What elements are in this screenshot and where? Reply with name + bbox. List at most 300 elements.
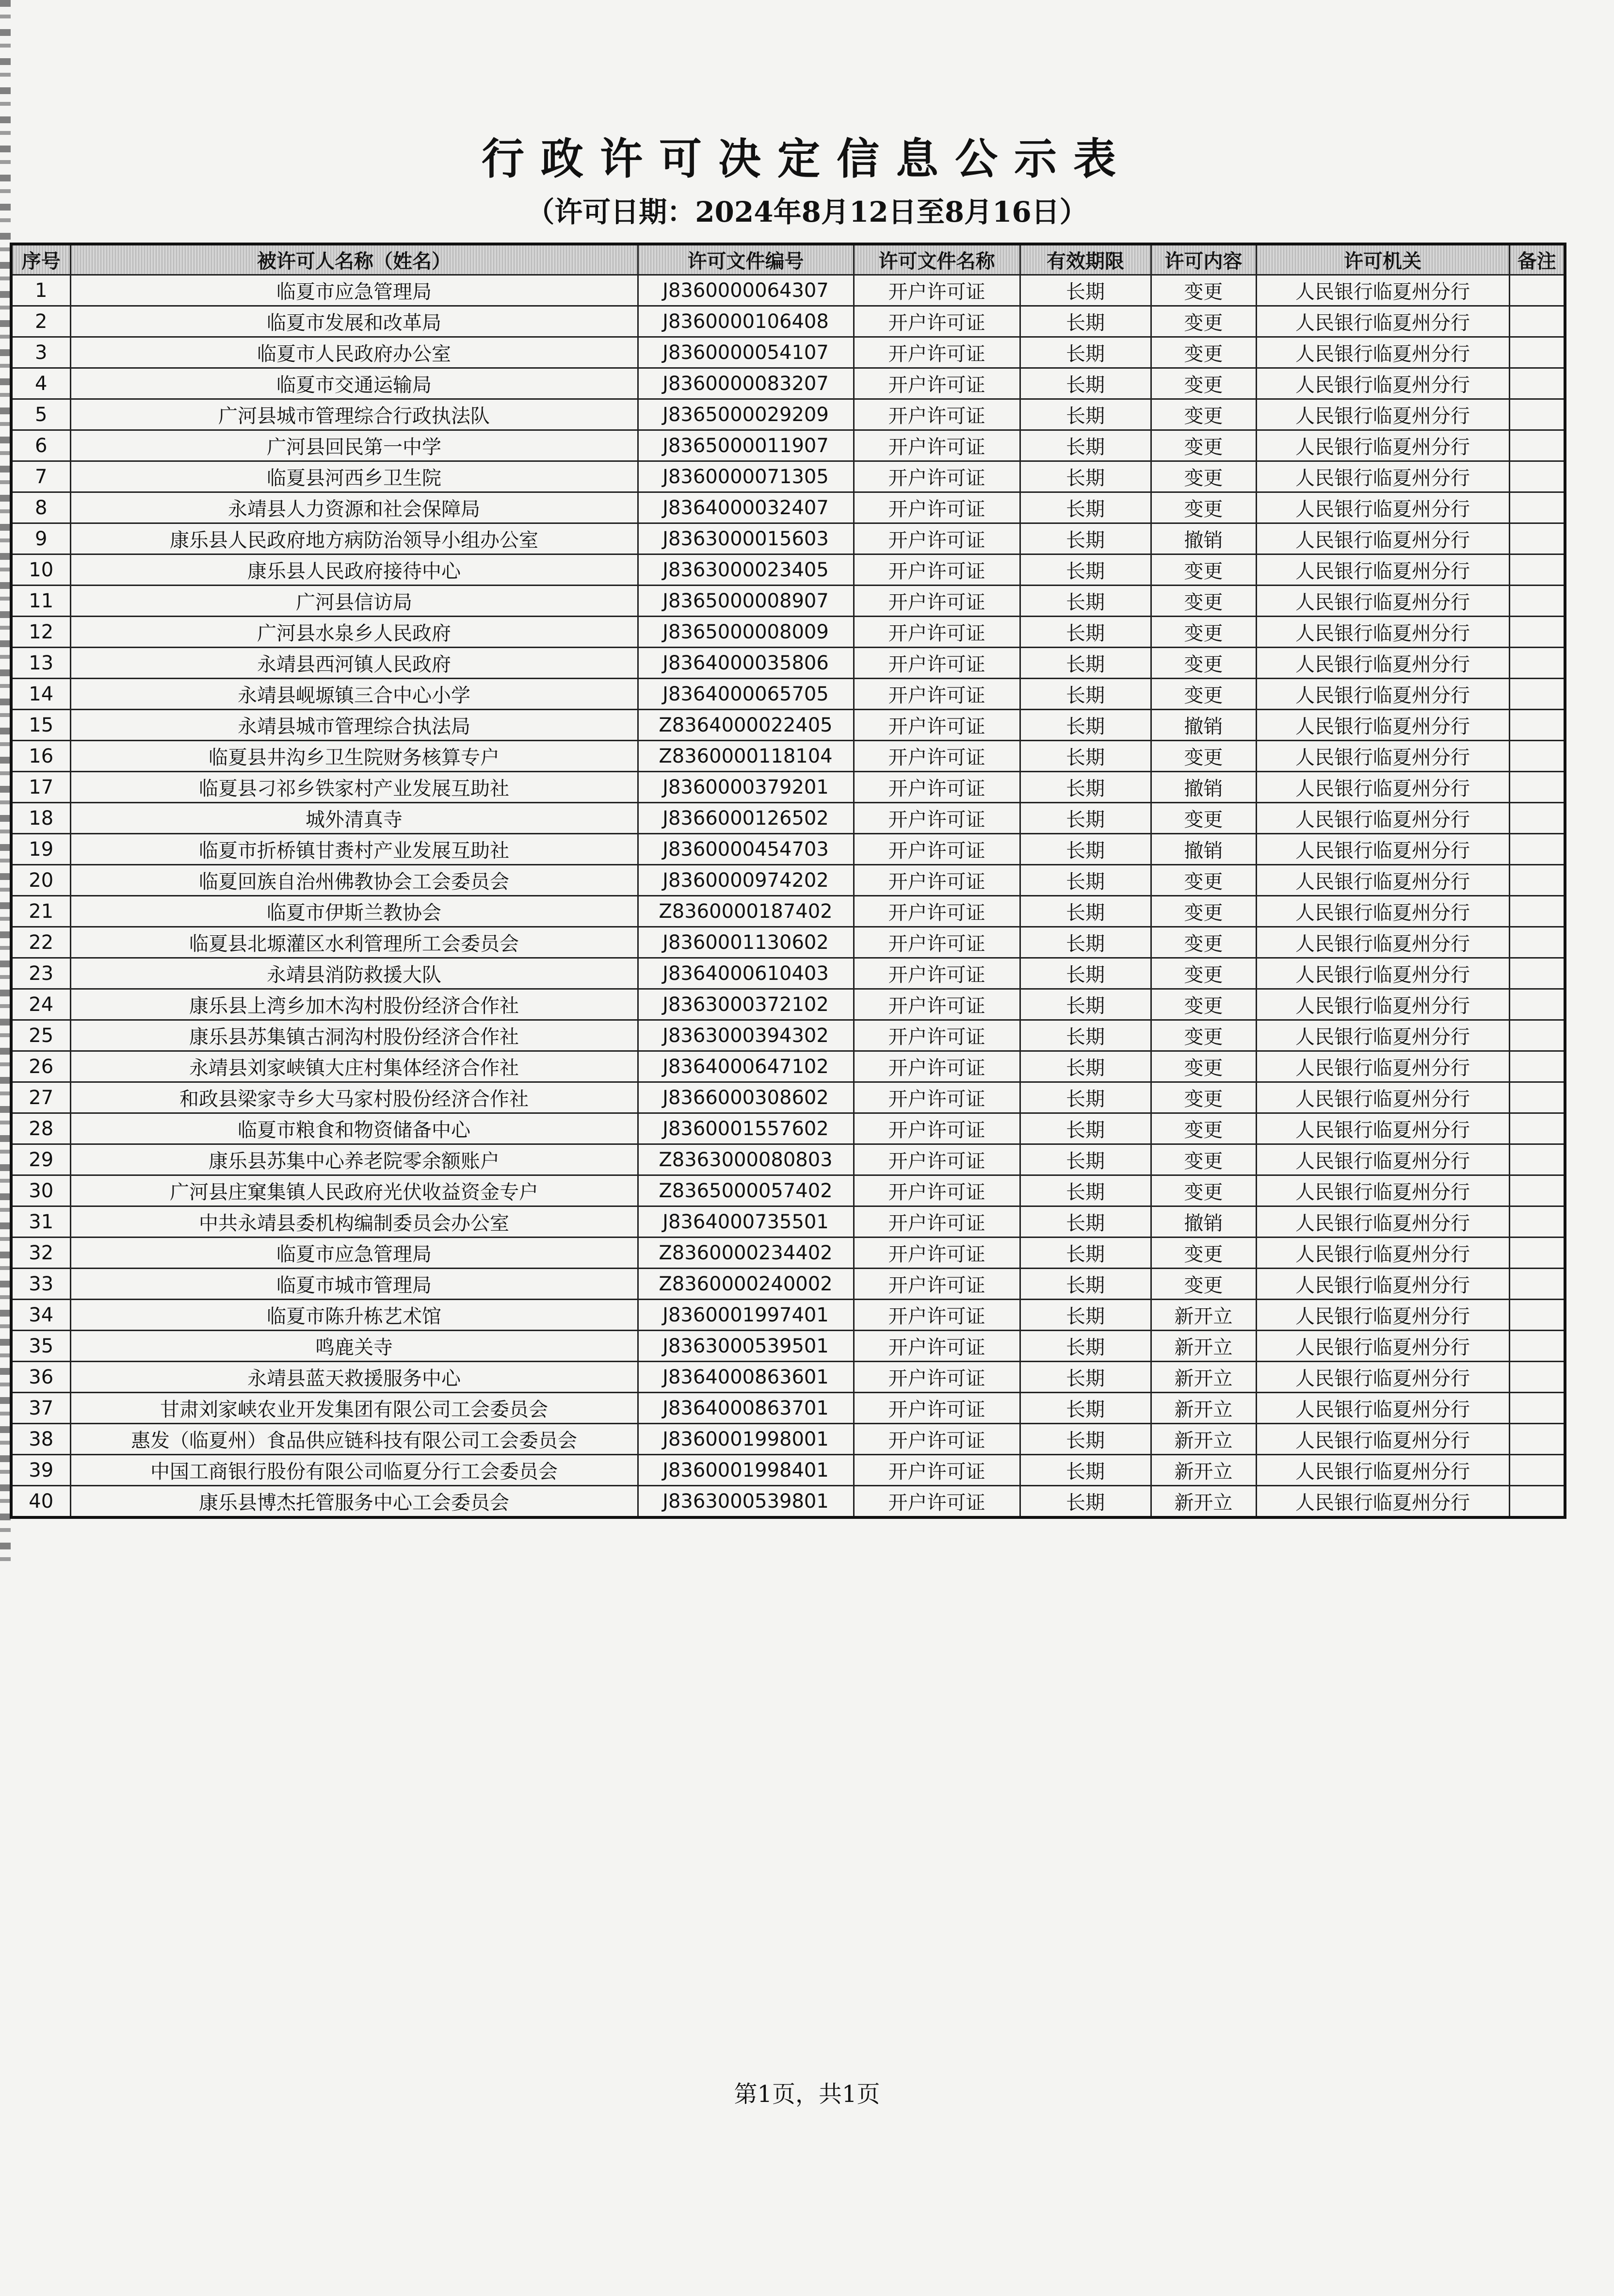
permit-content-cell: 变更 — [1151, 306, 1256, 337]
table-row — [11, 1051, 1565, 1082]
licensee-name-cell: 临夏市粮食和物资储备中心 — [70, 1113, 638, 1144]
row-number-cell: 3 — [11, 337, 70, 368]
row-number-cell: 30 — [11, 1175, 70, 1206]
permit-content-cell: 变更 — [1151, 1269, 1256, 1300]
authority-cell: 人民银行临夏州分行 — [1256, 1082, 1509, 1113]
row-number-cell: 7 — [11, 461, 70, 492]
file-number-cell: Z8363000080803 — [638, 1144, 854, 1175]
validity-cell: 长期 — [1020, 337, 1151, 368]
permit-content-cell: 变更 — [1151, 1020, 1256, 1051]
licensee-name-cell: 城外清真寺 — [70, 803, 638, 834]
file-number-cell: J8360001997401 — [638, 1300, 854, 1331]
authority-cell: 人民银行临夏州分行 — [1256, 523, 1509, 554]
file-number-cell: Z8360000187402 — [638, 896, 854, 927]
file-name-cell: 开户许可证 — [854, 834, 1020, 865]
authority-cell: 人民银行临夏州分行 — [1256, 1300, 1509, 1331]
permit-content-cell: 变更 — [1151, 430, 1256, 461]
table-row — [11, 1082, 1565, 1113]
validity-cell: 长期 — [1020, 554, 1151, 586]
remark-cell — [1509, 492, 1565, 523]
file-number-cell: Z8360000118104 — [638, 741, 854, 772]
authority-cell: 人民银行临夏州分行 — [1256, 1175, 1509, 1206]
authority-cell: 人民银行临夏州分行 — [1256, 461, 1509, 492]
file-name-cell: 开户许可证 — [854, 1020, 1020, 1051]
authority-cell: 人民银行临夏州分行 — [1256, 337, 1509, 368]
row-number-cell: 29 — [11, 1144, 70, 1175]
authority-cell: 人民银行临夏州分行 — [1256, 554, 1509, 586]
row-number-cell: 39 — [11, 1455, 70, 1486]
authority-cell: 人民银行临夏州分行 — [1256, 617, 1509, 648]
file-number-cell: J8364000863601 — [638, 1362, 854, 1393]
validity-cell: 长期 — [1020, 399, 1151, 430]
validity-cell: 长期 — [1020, 492, 1151, 523]
permit-content-cell: 变更 — [1151, 492, 1256, 523]
remark-cell — [1509, 803, 1565, 834]
header-cell: 许可机关 — [1256, 244, 1509, 275]
licensee-name-cell: 永靖县岘塬镇三合中心小学 — [70, 679, 638, 710]
file-name-cell: 开户许可证 — [854, 1082, 1020, 1113]
authority-cell: 人民银行临夏州分行 — [1256, 430, 1509, 461]
file-number-cell: J8365000011907 — [638, 430, 854, 461]
remark-cell — [1509, 1113, 1565, 1144]
row-number-cell: 25 — [11, 1020, 70, 1051]
authority-cell: 人民银行临夏州分行 — [1256, 1424, 1509, 1455]
authority-cell: 人民银行临夏州分行 — [1256, 741, 1509, 772]
table-row — [11, 306, 1565, 337]
authority-cell: 人民银行临夏州分行 — [1256, 865, 1509, 896]
authority-cell: 人民银行临夏州分行 — [1256, 1020, 1509, 1051]
licensee-name-cell: 临夏回族自治州佛教协会工会委员会 — [70, 865, 638, 896]
validity-cell: 长期 — [1020, 927, 1151, 958]
table-row — [11, 1331, 1565, 1362]
table-row — [11, 1175, 1565, 1206]
authority-cell: 人民银行临夏州分行 — [1256, 1113, 1509, 1144]
validity-cell: 长期 — [1020, 1362, 1151, 1393]
remark-cell — [1509, 368, 1565, 399]
row-number-cell: 40 — [11, 1486, 70, 1518]
licensee-name-cell: 临夏县北塬灌区水利管理所工会委员会 — [70, 927, 638, 958]
validity-cell: 长期 — [1020, 865, 1151, 896]
permit-content-cell: 新开立 — [1151, 1300, 1256, 1331]
licensee-name-cell: 临夏市应急管理局 — [70, 1238, 638, 1269]
scan-edge-artifact — [0, 0, 11, 1572]
validity-cell: 长期 — [1020, 772, 1151, 803]
permit-content-cell: 变更 — [1151, 1238, 1256, 1269]
permit-content-cell: 变更 — [1151, 554, 1256, 586]
table-header-row — [11, 244, 1565, 275]
header-cell: 许可内容 — [1151, 244, 1256, 275]
file-name-cell: 开户许可证 — [854, 275, 1020, 306]
licensee-name-cell: 康乐县苏集中心养老院零余额账户 — [70, 1144, 638, 1175]
remark-cell — [1509, 1455, 1565, 1486]
file-name-cell: 开户许可证 — [854, 1175, 1020, 1206]
licensee-name-cell: 临夏县刁祁乡铁家村产业发展互助社 — [70, 772, 638, 803]
file-name-cell: 开户许可证 — [854, 1300, 1020, 1331]
file-name-cell: 开户许可证 — [854, 1238, 1020, 1269]
authority-cell: 人民银行临夏州分行 — [1256, 989, 1509, 1020]
licensee-name-cell: 临夏市陈升栋艺术馆 — [70, 1300, 638, 1331]
licensee-name-cell: 甘肃刘家峡农业开发集团有限公司工会委员会 — [70, 1393, 638, 1424]
permit-content-cell: 变更 — [1151, 679, 1256, 710]
row-number-cell: 35 — [11, 1331, 70, 1362]
licensee-name-cell: 临夏市应急管理局 — [70, 275, 638, 306]
permit-content-cell: 变更 — [1151, 1113, 1256, 1144]
validity-cell: 长期 — [1020, 1113, 1151, 1144]
file-name-cell: 开户许可证 — [854, 430, 1020, 461]
table-row — [11, 368, 1565, 399]
permit-content-cell: 变更 — [1151, 927, 1256, 958]
row-number-cell: 20 — [11, 865, 70, 896]
file-number-cell: J8360001998401 — [638, 1455, 854, 1486]
remark-cell — [1509, 1424, 1565, 1455]
table-row — [11, 710, 1565, 741]
authority-cell: 人民银行临夏州分行 — [1256, 1393, 1509, 1424]
row-number-cell: 16 — [11, 741, 70, 772]
row-number-cell: 9 — [11, 523, 70, 554]
remark-cell — [1509, 1082, 1565, 1113]
file-name-cell: 开户许可证 — [854, 337, 1020, 368]
row-number-cell: 17 — [11, 772, 70, 803]
licensee-name-cell: 康乐县人民政府接待中心 — [70, 554, 638, 586]
table-row — [11, 1206, 1565, 1238]
validity-cell: 长期 — [1020, 617, 1151, 648]
row-number-cell: 37 — [11, 1393, 70, 1424]
authority-cell: 人民银行临夏州分行 — [1256, 896, 1509, 927]
remark-cell — [1509, 1331, 1565, 1362]
remark-cell — [1509, 772, 1565, 803]
authority-cell: 人民银行临夏州分行 — [1256, 1362, 1509, 1393]
table-row — [11, 1486, 1565, 1518]
header-cell: 备注 — [1509, 244, 1565, 275]
table-row — [11, 1113, 1565, 1144]
table-row — [11, 1424, 1565, 1455]
table-row — [11, 430, 1565, 461]
table-row — [11, 275, 1565, 306]
table-row — [11, 1020, 1565, 1051]
file-number-cell: J8365000008907 — [638, 586, 854, 617]
licensee-name-cell: 康乐县上湾乡加木沟村股份经济合作社 — [70, 989, 638, 1020]
file-name-cell: 开户许可证 — [854, 679, 1020, 710]
licensee-name-cell: 临夏市伊斯兰教协会 — [70, 896, 638, 927]
file-number-cell: J8363000023405 — [638, 554, 854, 586]
remark-cell — [1509, 1020, 1565, 1051]
row-number-cell: 12 — [11, 617, 70, 648]
remark-cell — [1509, 989, 1565, 1020]
row-number-cell: 15 — [11, 710, 70, 741]
remark-cell — [1509, 1362, 1565, 1393]
validity-cell: 长期 — [1020, 1082, 1151, 1113]
table-row — [11, 772, 1565, 803]
remark-cell — [1509, 523, 1565, 554]
licensee-name-cell: 康乐县苏集镇古洞沟村股份经济合作社 — [70, 1020, 638, 1051]
licensee-name-cell: 中国工商银行股份有限公司临夏分行工会委员会 — [70, 1455, 638, 1486]
row-number-cell: 19 — [11, 834, 70, 865]
row-number-cell: 32 — [11, 1238, 70, 1269]
remark-cell — [1509, 617, 1565, 648]
licensee-name-cell: 永靖县城市管理综合执法局 — [70, 710, 638, 741]
authority-cell: 人民银行临夏州分行 — [1256, 1331, 1509, 1362]
row-number-cell: 22 — [11, 927, 70, 958]
validity-cell: 长期 — [1020, 1455, 1151, 1486]
remark-cell — [1509, 958, 1565, 989]
row-number-cell: 4 — [11, 368, 70, 399]
file-number-cell: J8360000054107 — [638, 337, 854, 368]
permit-content-cell: 变更 — [1151, 989, 1256, 1020]
table-row — [11, 586, 1565, 617]
remark-cell — [1509, 306, 1565, 337]
validity-cell: 长期 — [1020, 1238, 1151, 1269]
file-name-cell: 开户许可证 — [854, 399, 1020, 430]
row-number-cell: 27 — [11, 1082, 70, 1113]
header-cell: 序号 — [11, 244, 70, 275]
authority-cell: 人民银行临夏州分行 — [1256, 803, 1509, 834]
permit-content-cell: 变更 — [1151, 896, 1256, 927]
validity-cell: 长期 — [1020, 1144, 1151, 1175]
file-name-cell: 开户许可证 — [854, 1269, 1020, 1300]
row-number-cell: 31 — [11, 1206, 70, 1238]
table-row — [11, 1362, 1565, 1393]
remark-cell — [1509, 927, 1565, 958]
table-row — [11, 896, 1565, 927]
row-number-cell: 6 — [11, 430, 70, 461]
table-row — [11, 554, 1565, 586]
permit-content-cell: 变更 — [1151, 337, 1256, 368]
file-name-cell: 开户许可证 — [854, 461, 1020, 492]
licensee-name-cell: 永靖县人力资源和社会保障局 — [70, 492, 638, 523]
validity-cell: 长期 — [1020, 1331, 1151, 1362]
table-row — [11, 679, 1565, 710]
file-number-cell: J8360000106408 — [638, 306, 854, 337]
permit-content-cell: 新开立 — [1151, 1424, 1256, 1455]
permit-table — [10, 243, 1566, 1519]
file-name-cell: 开户许可证 — [854, 741, 1020, 772]
file-number-cell: J8364000647102 — [638, 1051, 854, 1082]
authority-cell: 人民银行临夏州分行 — [1256, 368, 1509, 399]
file-number-cell: J8365000029209 — [638, 399, 854, 430]
validity-cell: 长期 — [1020, 1175, 1151, 1206]
validity-cell: 长期 — [1020, 523, 1151, 554]
licensee-name-cell: 临夏市人民政府办公室 — [70, 337, 638, 368]
validity-cell: 长期 — [1020, 1424, 1151, 1455]
file-name-cell: 开户许可证 — [854, 554, 1020, 586]
authority-cell: 人民银行临夏州分行 — [1256, 958, 1509, 989]
file-name-cell: 开户许可证 — [854, 896, 1020, 927]
licensee-name-cell: 临夏市交通运输局 — [70, 368, 638, 399]
row-number-cell: 8 — [11, 492, 70, 523]
validity-cell: 长期 — [1020, 1269, 1151, 1300]
permit-content-cell: 变更 — [1151, 399, 1256, 430]
file-number-cell: J8366000308602 — [638, 1082, 854, 1113]
remark-cell — [1509, 1051, 1565, 1082]
header-cell: 被许可人名称（姓名） — [70, 244, 638, 275]
validity-cell: 长期 — [1020, 586, 1151, 617]
file-number-cell: J8360000071305 — [638, 461, 854, 492]
file-number-cell: J8364000065705 — [638, 679, 854, 710]
file-name-cell: 开户许可证 — [854, 492, 1020, 523]
remark-cell — [1509, 679, 1565, 710]
row-number-cell: 14 — [11, 679, 70, 710]
table-body — [11, 275, 1565, 1518]
table-row — [11, 1455, 1565, 1486]
remark-cell — [1509, 1300, 1565, 1331]
validity-cell: 长期 — [1020, 679, 1151, 710]
remark-cell — [1509, 896, 1565, 927]
file-name-cell: 开户许可证 — [854, 1051, 1020, 1082]
row-number-cell: 21 — [11, 896, 70, 927]
file-number-cell: J8360000083207 — [638, 368, 854, 399]
file-name-cell: 开户许可证 — [854, 958, 1020, 989]
file-number-cell: J8363000015603 — [638, 523, 854, 554]
file-number-cell: J8364000032407 — [638, 492, 854, 523]
table-row — [11, 1393, 1565, 1424]
remark-cell — [1509, 1269, 1565, 1300]
file-number-cell: J8363000372102 — [638, 989, 854, 1020]
authority-cell: 人民银行临夏州分行 — [1256, 1269, 1509, 1300]
remark-cell — [1509, 1175, 1565, 1206]
permit-content-cell: 变更 — [1151, 803, 1256, 834]
file-number-cell: J8360001130602 — [638, 927, 854, 958]
file-number-cell: J8360000454703 — [638, 834, 854, 865]
authority-cell: 人民银行临夏州分行 — [1256, 648, 1509, 679]
file-number-cell: J8364000035806 — [638, 648, 854, 679]
validity-cell: 长期 — [1020, 275, 1151, 306]
remark-cell — [1509, 834, 1565, 865]
file-number-cell: J8363000539501 — [638, 1331, 854, 1362]
file-name-cell: 开户许可证 — [854, 865, 1020, 896]
permit-content-cell: 撤销 — [1151, 710, 1256, 741]
licensee-name-cell: 康乐县博杰托管服务中心工会委员会 — [70, 1486, 638, 1518]
permit-content-cell: 变更 — [1151, 1144, 1256, 1175]
licensee-name-cell: 临夏市折桥镇甘赉村产业发展互助社 — [70, 834, 638, 865]
remark-cell — [1509, 586, 1565, 617]
licensee-name-cell: 永靖县消防救援大队 — [70, 958, 638, 989]
file-name-cell: 开户许可证 — [854, 803, 1020, 834]
authority-cell: 人民银行临夏州分行 — [1256, 306, 1509, 337]
table-row — [11, 803, 1565, 834]
remark-cell — [1509, 1393, 1565, 1424]
validity-cell: 长期 — [1020, 741, 1151, 772]
licensee-name-cell: 永靖县西河镇人民政府 — [70, 648, 638, 679]
file-name-cell: 开户许可证 — [854, 1393, 1020, 1424]
authority-cell: 人民银行临夏州分行 — [1256, 679, 1509, 710]
row-number-cell: 13 — [11, 648, 70, 679]
row-number-cell: 18 — [11, 803, 70, 834]
remark-cell — [1509, 399, 1565, 430]
authority-cell: 人民银行临夏州分行 — [1256, 834, 1509, 865]
authority-cell: 人民银行临夏州分行 — [1256, 710, 1509, 741]
header-cell: 有效期限 — [1020, 244, 1151, 275]
row-number-cell: 2 — [11, 306, 70, 337]
table-row — [11, 337, 1565, 368]
file-name-cell: 开户许可证 — [854, 1362, 1020, 1393]
file-name-cell: 开户许可证 — [854, 1331, 1020, 1362]
file-number-cell: J8365000008009 — [638, 617, 854, 648]
validity-cell: 长期 — [1020, 1051, 1151, 1082]
remark-cell — [1509, 1144, 1565, 1175]
file-name-cell: 开户许可证 — [854, 648, 1020, 679]
document-title: 行政许可决定信息公示表 — [481, 133, 1132, 184]
authority-cell: 人民银行临夏州分行 — [1256, 772, 1509, 803]
file-name-cell: 开户许可证 — [854, 927, 1020, 958]
permit-content-cell: 撤销 — [1151, 1206, 1256, 1238]
validity-cell: 长期 — [1020, 1206, 1151, 1238]
authority-cell: 人民银行临夏州分行 — [1256, 1238, 1509, 1269]
licensee-name-cell: 惠发（临夏州）食品供应链科技有限公司工会委员会 — [70, 1424, 638, 1455]
row-number-cell: 36 — [11, 1362, 70, 1393]
file-name-cell: 开户许可证 — [854, 617, 1020, 648]
validity-cell: 长期 — [1020, 896, 1151, 927]
document-subtitle: （许可日期：2024年8月12日至8月16日） — [526, 195, 1088, 228]
validity-cell: 长期 — [1020, 461, 1151, 492]
validity-cell: 长期 — [1020, 1393, 1151, 1424]
licensee-name-cell: 广河县城市管理综合行政执法队 — [70, 399, 638, 430]
permit-content-cell: 变更 — [1151, 617, 1256, 648]
file-name-cell: 开户许可证 — [854, 772, 1020, 803]
file-number-cell: J8360001998001 — [638, 1424, 854, 1455]
file-number-cell: J8366000126502 — [638, 803, 854, 834]
table-row — [11, 1269, 1565, 1300]
validity-cell: 长期 — [1020, 989, 1151, 1020]
remark-cell — [1509, 275, 1565, 306]
remark-cell — [1509, 461, 1565, 492]
table-row — [11, 1300, 1565, 1331]
file-name-cell: 开户许可证 — [854, 1206, 1020, 1238]
validity-cell: 长期 — [1020, 710, 1151, 741]
validity-cell: 长期 — [1020, 368, 1151, 399]
remark-cell — [1509, 337, 1565, 368]
file-number-cell: Z8360000234402 — [638, 1238, 854, 1269]
licensee-name-cell: 广河县庄窠集镇人民政府光伏收益资金专户 — [70, 1175, 638, 1206]
file-number-cell: J8360001557602 — [638, 1113, 854, 1144]
file-name-cell: 开户许可证 — [854, 586, 1020, 617]
page-footer: 第1页，共1页 — [734, 2081, 880, 2108]
authority-cell: 人民银行临夏州分行 — [1256, 399, 1509, 430]
row-number-cell: 5 — [11, 399, 70, 430]
table-row — [11, 1144, 1565, 1175]
file-name-cell: 开户许可证 — [854, 1144, 1020, 1175]
file-name-cell: 开户许可证 — [854, 306, 1020, 337]
row-number-cell: 11 — [11, 586, 70, 617]
licensee-name-cell: 鸣鹿关寺 — [70, 1331, 638, 1362]
licensee-name-cell: 广河县水泉乡人民政府 — [70, 617, 638, 648]
licensee-name-cell: 中共永靖县委机构编制委员会办公室 — [70, 1206, 638, 1238]
validity-cell: 长期 — [1020, 1300, 1151, 1331]
table-row — [11, 1238, 1565, 1269]
permit-content-cell: 变更 — [1151, 1082, 1256, 1113]
remark-cell — [1509, 865, 1565, 896]
permit-content-cell: 新开立 — [1151, 1455, 1256, 1486]
licensee-name-cell: 康乐县人民政府地方病防治领导小组办公室 — [70, 523, 638, 554]
permit-content-cell: 变更 — [1151, 741, 1256, 772]
table-row — [11, 617, 1565, 648]
file-number-cell: Z8365000057402 — [638, 1175, 854, 1206]
file-name-cell: 开户许可证 — [854, 1455, 1020, 1486]
header-cell: 许可文件编号 — [638, 244, 854, 275]
permit-content-cell: 变更 — [1151, 1051, 1256, 1082]
file-name-cell: 开户许可证 — [854, 1486, 1020, 1518]
licensee-name-cell: 广河县回民第一中学 — [70, 430, 638, 461]
permit-content-cell: 新开立 — [1151, 1362, 1256, 1393]
file-number-cell: Z8360000240002 — [638, 1269, 854, 1300]
row-number-cell: 23 — [11, 958, 70, 989]
table-row — [11, 523, 1565, 554]
permit-content-cell: 变更 — [1151, 586, 1256, 617]
row-number-cell: 33 — [11, 1269, 70, 1300]
permit-content-cell: 变更 — [1151, 368, 1256, 399]
row-number-cell: 26 — [11, 1051, 70, 1082]
table-row — [11, 865, 1565, 896]
table-row — [11, 741, 1565, 772]
